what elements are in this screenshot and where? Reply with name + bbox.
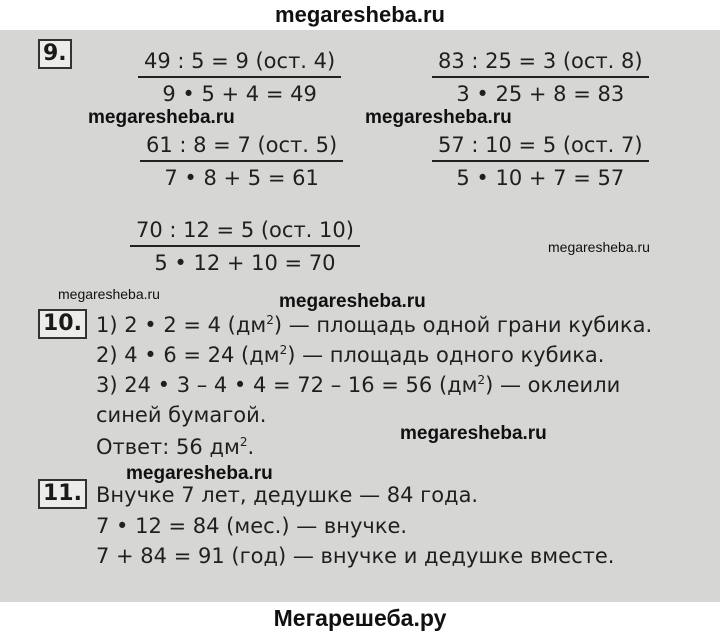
fraction-1-bottom: 9 • 5 + 4 = 49 (162, 82, 317, 106)
task-10-line-1 (96, 311, 652, 339)
watermark-2: megaresheba.ru (365, 107, 512, 128)
task-10-answer-start: Ответ: 56 дм (96, 435, 240, 459)
fraction-1 (138, 47, 341, 108)
superscript: 2 (266, 313, 274, 327)
task-10-line-3-end: ) — оклеили (485, 373, 621, 397)
bottom-watermark: Мегарешеба.ру (0, 602, 720, 635)
superscript: 2 (279, 343, 288, 357)
task-10-line-3 (96, 371, 620, 399)
fraction-3-top: 61 : 8 = 7 (ост. 5) (146, 133, 338, 157)
fraction-1-bar (138, 76, 341, 78)
fraction-2-bottom: 3 • 25 + 8 = 83 (456, 82, 625, 106)
watermark-4: megaresheba.ru (58, 286, 160, 302)
fraction-2-top: 83 : 25 = 3 (ост. 8) (438, 49, 643, 73)
fraction-5-bar (130, 245, 360, 247)
watermark-7: megaresheba.ru (126, 463, 273, 484)
fraction-4 (432, 131, 649, 192)
task-9-number: 9. (38, 39, 72, 69)
fraction-5-bottom: 5 • 12 + 10 = 70 (154, 251, 336, 275)
watermark-1: megaresheba.ru (88, 107, 235, 128)
task-10-line-2-start: 2) 4 • 6 = 24 (дм (96, 343, 280, 367)
fraction-4-bar (432, 160, 649, 162)
textbook-page (0, 30, 720, 602)
task-10-line-3-start: 3) 24 • 3 – 4 • 4 = 72 – 16 = 56 (дм (96, 373, 478, 397)
fraction-2 (432, 47, 649, 108)
fraction-5 (130, 216, 360, 277)
task-11-line-2: 7 • 12 = 84 (мес.) — внучке. (96, 514, 408, 538)
task-11-line-3: 7 + 84 = 91 (год) — внучке и дедушке вместе. (96, 544, 615, 568)
task-10-answer (96, 433, 254, 461)
superscript: 2 (239, 435, 248, 449)
fraction-3 (140, 131, 343, 192)
task-11-line-1: Внучке 7 лет, дедушке — 84 года. (96, 483, 479, 507)
fraction-4-top: 57 : 10 = 5 (ост. 7) (438, 133, 643, 157)
task-10-line-2-end: ) — площадь одного кубика. (287, 343, 605, 367)
fraction-5-top: 70 : 12 = 5 (ост. 10) (136, 218, 354, 242)
task-11-number: 11. (38, 479, 87, 509)
task-10-line-2 (96, 341, 604, 369)
task-10-answer-end: . (247, 435, 255, 459)
fraction-3-bar (140, 160, 343, 162)
fraction-4-bottom: 5 • 10 + 7 = 57 (456, 166, 625, 190)
superscript: 2 (477, 373, 486, 387)
task-10-line-1-start: 1) 2 • 2 = 4 (дм (96, 313, 267, 337)
fraction-3-bottom: 7 • 8 + 5 = 61 (164, 166, 319, 190)
watermark-6: megaresheba.ru (400, 423, 547, 444)
watermark-5: megaresheba.ru (279, 291, 426, 312)
task-10-line-4: синей бумагой. (96, 403, 267, 427)
top-watermark: megaresheba.ru (0, 0, 720, 30)
task-10-number: 10. (38, 309, 87, 339)
watermark-3: megaresheba.ru (548, 239, 650, 255)
task-10-line-1-end: ) — площадь одной грани кубика. (273, 313, 653, 337)
fraction-1-top: 49 : 5 = 9 (ост. 4) (144, 49, 336, 73)
fraction-2-bar (432, 76, 649, 78)
